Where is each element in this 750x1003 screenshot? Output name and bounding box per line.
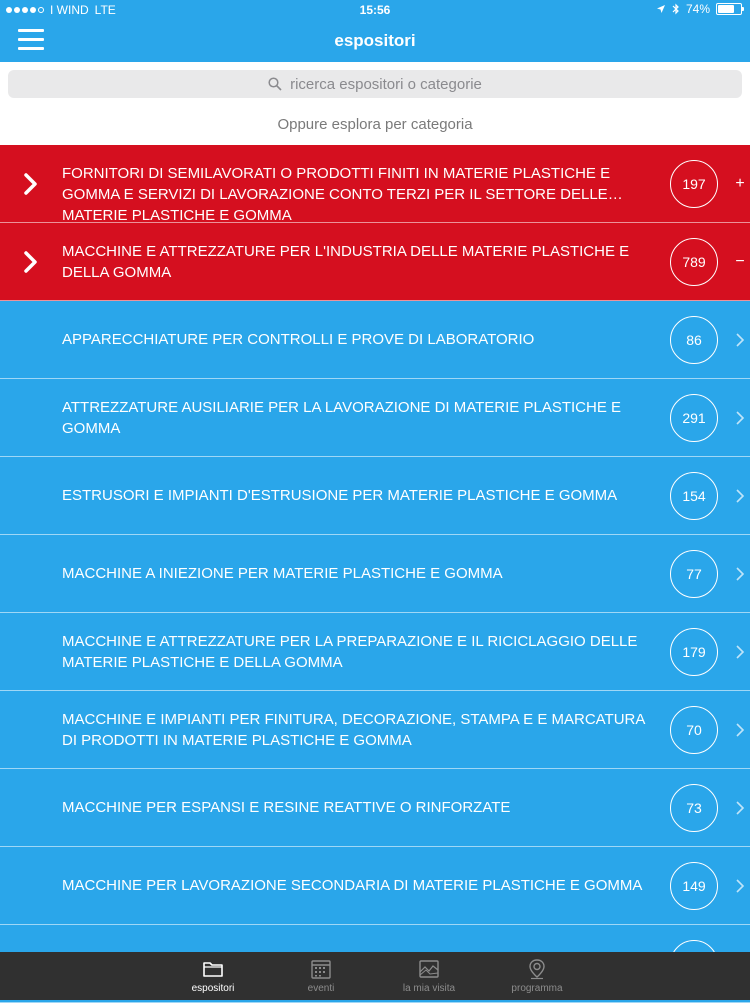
category-count: 86 xyxy=(670,316,718,364)
category-count: 77 xyxy=(670,550,718,598)
category-count: 179 xyxy=(670,628,718,676)
tab-label: espositori xyxy=(191,983,235,994)
subcategory-row[interactable] xyxy=(0,301,750,379)
chevron-right-icon xyxy=(732,639,748,665)
category-count: 73 xyxy=(670,784,718,832)
category-list xyxy=(0,145,750,952)
tab-eventi[interactable] xyxy=(267,952,375,1000)
map-icon xyxy=(418,958,440,980)
subcategory-row[interactable] xyxy=(0,847,750,925)
subcategory-row[interactable] xyxy=(0,535,750,613)
chevron-right-icon xyxy=(732,717,748,743)
chevron-right-icon xyxy=(732,327,748,353)
search-icon xyxy=(268,77,282,91)
subcategory-row[interactable] xyxy=(0,769,750,847)
location-pin-icon xyxy=(526,958,548,980)
subcategory-row[interactable] xyxy=(0,691,750,769)
category-row[interactable] xyxy=(0,145,750,223)
category-label: ATTREZZATURE AUSILIARIE PER LA LAVORAZIONE DI MATERIE PLASTICHE E GOMMA xyxy=(62,398,622,437)
search-area xyxy=(0,62,750,145)
status-time: 15:56 xyxy=(359,3,391,17)
calendar-icon xyxy=(310,958,332,980)
category-count: 154 xyxy=(670,472,718,520)
battery-icon xyxy=(716,3,742,15)
chevron-right-icon xyxy=(732,561,748,587)
category-label: FORNITORI DI SEMILAVORATI O PRODOTTI FINITI IN MATERIE PLASTICHE E GOMMA E SERVIZI DI LAVORAZIONE CONTO TERZI PER IL SETTORE DELLE MATERIE PLASTICHE E GOMMA xyxy=(62,164,611,224)
chevron-right-icon xyxy=(732,483,748,509)
category-count: 197 xyxy=(670,160,718,208)
chevron-right-icon xyxy=(732,405,748,431)
tab-label: la mia visita xyxy=(402,983,456,994)
bluetooth-icon xyxy=(672,3,680,15)
tab-espositori[interactable] xyxy=(159,952,267,1000)
chevron-right-icon xyxy=(732,873,748,899)
category-row[interactable] xyxy=(0,223,750,301)
category-count: 789 xyxy=(670,238,718,286)
tab-la-mia-visita[interactable] xyxy=(375,952,483,1000)
tab-bar xyxy=(0,952,750,1000)
tab-label: programma xyxy=(511,983,563,994)
category-label: MACCHINE A INIEZIONE PER MATERIE PLASTICHE E GOMMA xyxy=(62,565,503,582)
location-arrow-icon xyxy=(656,4,666,14)
category-count: 291 xyxy=(670,394,718,442)
search-placeholder: ricerca espositori o categorie xyxy=(290,75,482,93)
collapse-minus-icon[interactable]: − xyxy=(735,253,745,270)
category-label: APPARECCHIATURE PER CONTROLLI E PROVE DI LABORATORIO xyxy=(62,331,535,348)
status-bar xyxy=(0,0,750,20)
battery-percent: 74% xyxy=(685,2,710,16)
search-input[interactable] xyxy=(8,70,742,98)
subcategory-row[interactable] xyxy=(0,613,750,691)
carrier-name: I WIND xyxy=(50,3,89,17)
category-label: MACCHINE PER LAVORAZIONE SECONDARIA DI MATERIE PLASTICHE E GOMMA xyxy=(62,877,643,894)
status-right xyxy=(656,2,742,16)
category-label: MACCHINE E ATTREZZATURE PER L'INDUSTRIA DELLE MATERIE PLASTICHE E DELLA GOMMA xyxy=(62,242,630,281)
subcategory-row[interactable] xyxy=(0,457,750,535)
folder-icon xyxy=(202,958,224,980)
category-label: ESTRUSORI E IMPIANTI D'ESTRUSIONE PER MATERIE PLASTICHE E GOMMA xyxy=(62,487,618,504)
chevron-right-icon xyxy=(732,795,748,821)
category-label: MACCHINE E IMPIANTI PER FINITURA, DECORAZIONE, STAMPA E E MARCATURA DI PRODOTTI IN MATERIE PLASTICHE E GOMMA xyxy=(62,710,645,749)
category-label: MACCHINE E ATTREZZATURE PER LA PREPARAZIONE E IL RICICLAGGIO DELLE MATERIE PLASTICHE E DELLA GOMMA xyxy=(62,632,638,671)
subcategory-row[interactable] xyxy=(0,379,750,457)
page-title: espositori xyxy=(334,31,416,50)
chevron-right-icon xyxy=(22,250,40,274)
expand-plus-icon[interactable]: + xyxy=(735,175,745,192)
tab-programma[interactable] xyxy=(483,952,591,1000)
category-label: MACCHINE PER ESPANSI E RESINE REATTIVE O RINFORZATE xyxy=(62,799,511,816)
category-count: 70 xyxy=(670,706,718,754)
chevron-right-icon xyxy=(22,172,40,196)
explore-label: Oppure esplora per categoria xyxy=(277,116,473,133)
category-count: 149 xyxy=(670,862,718,910)
network-type: LTE xyxy=(94,3,116,17)
tab-label: eventi xyxy=(307,983,335,994)
header-bar xyxy=(0,0,750,62)
